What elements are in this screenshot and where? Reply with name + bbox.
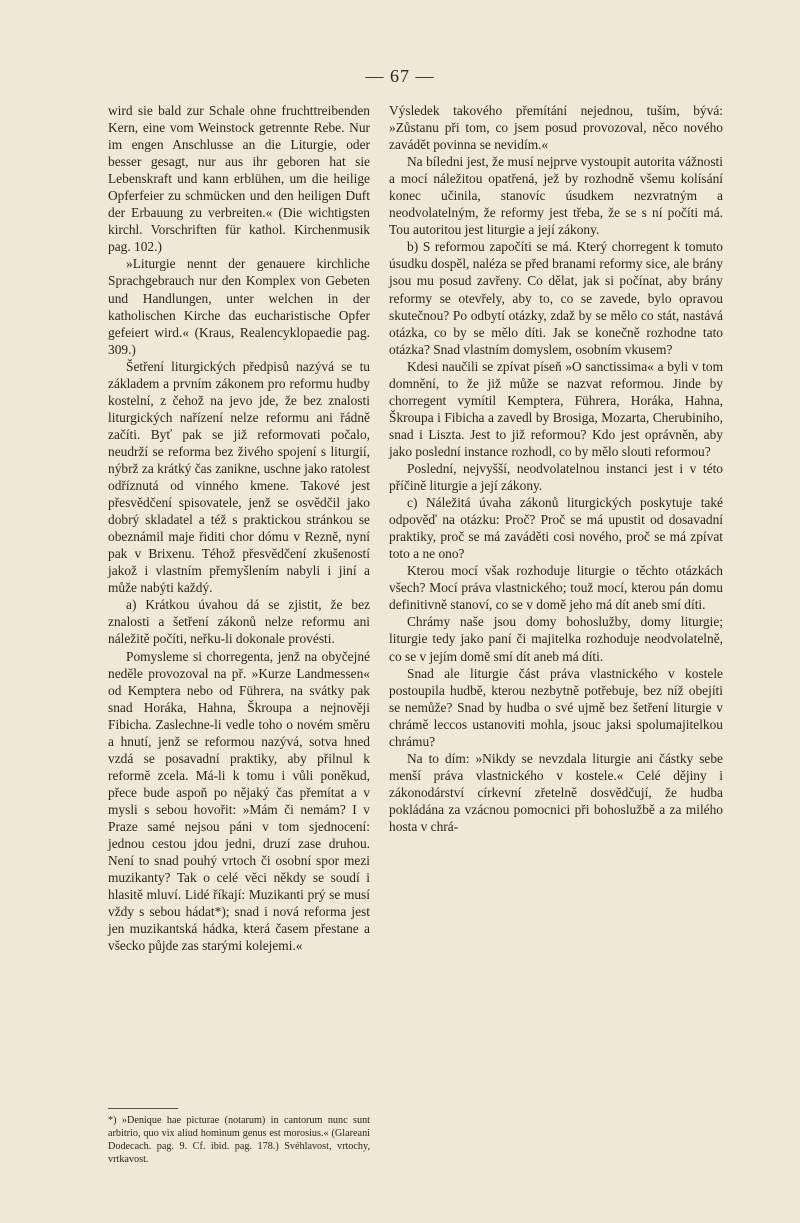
page-number: — 67 —: [365, 66, 435, 86]
paragraph: Chrámy naše jsou domy bohoslužby, domy liturgie; liturgie tedy jako paní či majitelka rozhoduje neodvolatelně, co se v jejím domě smí dít aneb má díti.: [389, 614, 723, 664]
paragraph: wird sie bald zur Schale ohne fruchttreibenden Kern, eine vom Weinstock getrennte Rebe. Nur im engen Anschlusse an die Liturgie, oder besser gesagt, nur aus ihr geboren hat sie Lebenskraft und kann erblühen, um die heilige Opferfeier zu schmücken und den heiligen Duft der Erbauung zu verbreiten.« (Die wichtigsten kirchl. Vorschriften für kathol. Kirchenmusik pag. 102.): [108, 103, 370, 255]
right-column: [389, 102, 723, 835]
paragraph: »Liturgie nennt der genauere kirchliche Sprachgebrauch nur den Komplex von Gebeten und Handlungen, unter welchen in der katholischen Kirche das eucharistische Opfer gefeiert wird.« (Kraus, Realencyklopaedie pag. 309.): [108, 256, 370, 357]
paragraph: b) S reformou započíti se má. Který chorregent k tomuto úsudku dospěl, naléza se před branami reformy sice, ale brány jsou mu posud zavřeny. Co dělat, jak si počínat, aby brány reformy se otevřely, aby to, co se zavede, bylo opravou skutečnou? Po odbytí otázky, zdaž by se mělo co stát, nastává otázka, co by se mělo díti. Jak se konečně rozhodne tato otázka? Snad vlastním domyslem, osobním vkusem?: [389, 239, 723, 357]
left-column: [108, 102, 370, 954]
paragraph: a) Krátkou úvahou dá se zjistit, že bez znalosti a šetření zákonů nelze reformu ani náležitě počíti, neřku-li dokonale provésti.: [108, 597, 370, 647]
paragraph: c) Náležitá úvaha zákonů liturgických poskytuje také odpověď na otázku: Proč? Proč se má upustit od dosavadní praktiky, proč se má zaváděti cosi nového, proč se má zpívat toto a ne ono?: [389, 495, 723, 562]
paragraph: Šetření liturgických předpisů nazývá se tu základem a prvním zákonem pro reformu hudby kostelní, z čehož na jevo jde, že bez znalosti liturgických nařízení nelze reformu ani řádně začíti. Byť pak se již reformovati počalo, neudrží se reforma bez živého spojení s liturgií, nýbrž za krátký čas zanikne, uschne jako ratolest odříznutá od vinného kmene. Takové jest přesvědčení spisovatele, jenž se osvědčil jako dobrý skladatel a též s praktickou stránkou se obeznámil maje řiditi chor dómu v Rezně, nyní pak v Brixenu. Téhož přesvědčení zkušeností jakož i vlastním přemyšlením nabyli i jiní a může nabýti každý.: [108, 358, 370, 596]
paragraph: Na to dím: »Nikdy se nevzdala liturgie ani částky sebe menší práva vlastnického v kostele.« Celé dějiny i zákonodárství církevní zřetelně dosvědčují, že hudba pokládána za vzácnou pomocnici při bohoslužbě a za milého hosta v chrá-: [389, 750, 723, 834]
paragraph: Poslední, nejvyšší, neodvolatelnou instanci jest i v této příčině liturgie a její zákony.: [389, 460, 723, 494]
paragraph: Pomysleme si chorregenta, jenž na obyčejné neděle provozoval na př. »Kurze Landmessen« od Kemptera nebo od Führera, na svátky pak snad Horáka, Hahna, Škroupa a nejnověji Fibicha. Zaslechne-li vedle toho o novém směru a hnutí, jenž se reformou nazývá, sotva hned vzdá se posavadní praktiky, aby přilnul k reformě zcela. Má-li k tomu i vůli poněkud, přece bude aspoň po nějaký čas přemítat a v mysli s sebou hovořit: »Mám či nemám? I v Praze samé nejsou páni v tom sjednocení: jednou cestou jdou jedni, druzí zase druhou. Není to snad pouhý vrtoch či osobní spor mezi muzikanty? Tak o celé věci někdy se soudí i hlasitě mluví. Lidé říkají: Muzikanti prý se musí vždy s sebou hádat*); snad i nová reforma jest jen muzikantská hádka, která časem přestane a všecko půjde zas starými kolejemi.«: [108, 648, 370, 954]
footnote-divider: [108, 1108, 178, 1109]
paragraph: Snad ale liturgie část práva vlastnického v kostele postoupila hudbě, kterou nezbytně potřebuje, bez níž obejíti se nemůže? Snad by hudba o své ujmě bez šetření liturgie v chrámě leccos ustanoviti mohla, jsouc jaksi spolumajitelkou chrámu?: [389, 665, 723, 749]
paragraph: Na bíledni jest, že musí nejprve vystoupit autorita vážnosti a mocí náležitou opatřená, jež by rozhodně všemu kolísání konec učinila, stanovíc úsudkem nezvratným a neodvolatelným, že reformy jest třeba, že se s ní počíti má. Tou autoritou jest liturgie a její zákony.: [389, 154, 723, 238]
paragraph: Kdesi naučili se zpívat píseň »O sanctissima« a byli v tom domnění, to že již může se nazvat reformou. Jinde by chorregent vymítil Kemptera, Führera, Horáka, Hahna, Škroupa i Fibicha a zavedl by Brosiga, Mozarta, Cherubiniho, snad i Liszta. Jest to již reformou? Kdo jest oprávněn, aby jako poslední instance rozhodl, co by mělo slouti reformou?: [389, 358, 723, 459]
paragraph: Kterou mocí však rozhoduje liturgie o těchto otázkách všech? Mocí práva vlastnického; touž mocí, kterou pán domu definitivně stanoví, co se v domě jeho má dít aneb smí díti.: [389, 563, 723, 613]
footnote: *) »Denique hae picturae (notarum) in cantorum nunc sunt arbitrio, quo vix aliud hominum genus est morosius.« (Glareani Dodecach. pag. 9. Cf. ibid. pag. 178.) Svéhlavost, vrtochy, vrtkavost.: [108, 1115, 370, 1165]
paragraph: Výsledek takového přemítání nejednou, tuším, bývá: »Zůstanu při tom, co jsem posud provozoval, něco nového zavádět povinna se nevidím.«: [389, 103, 723, 153]
